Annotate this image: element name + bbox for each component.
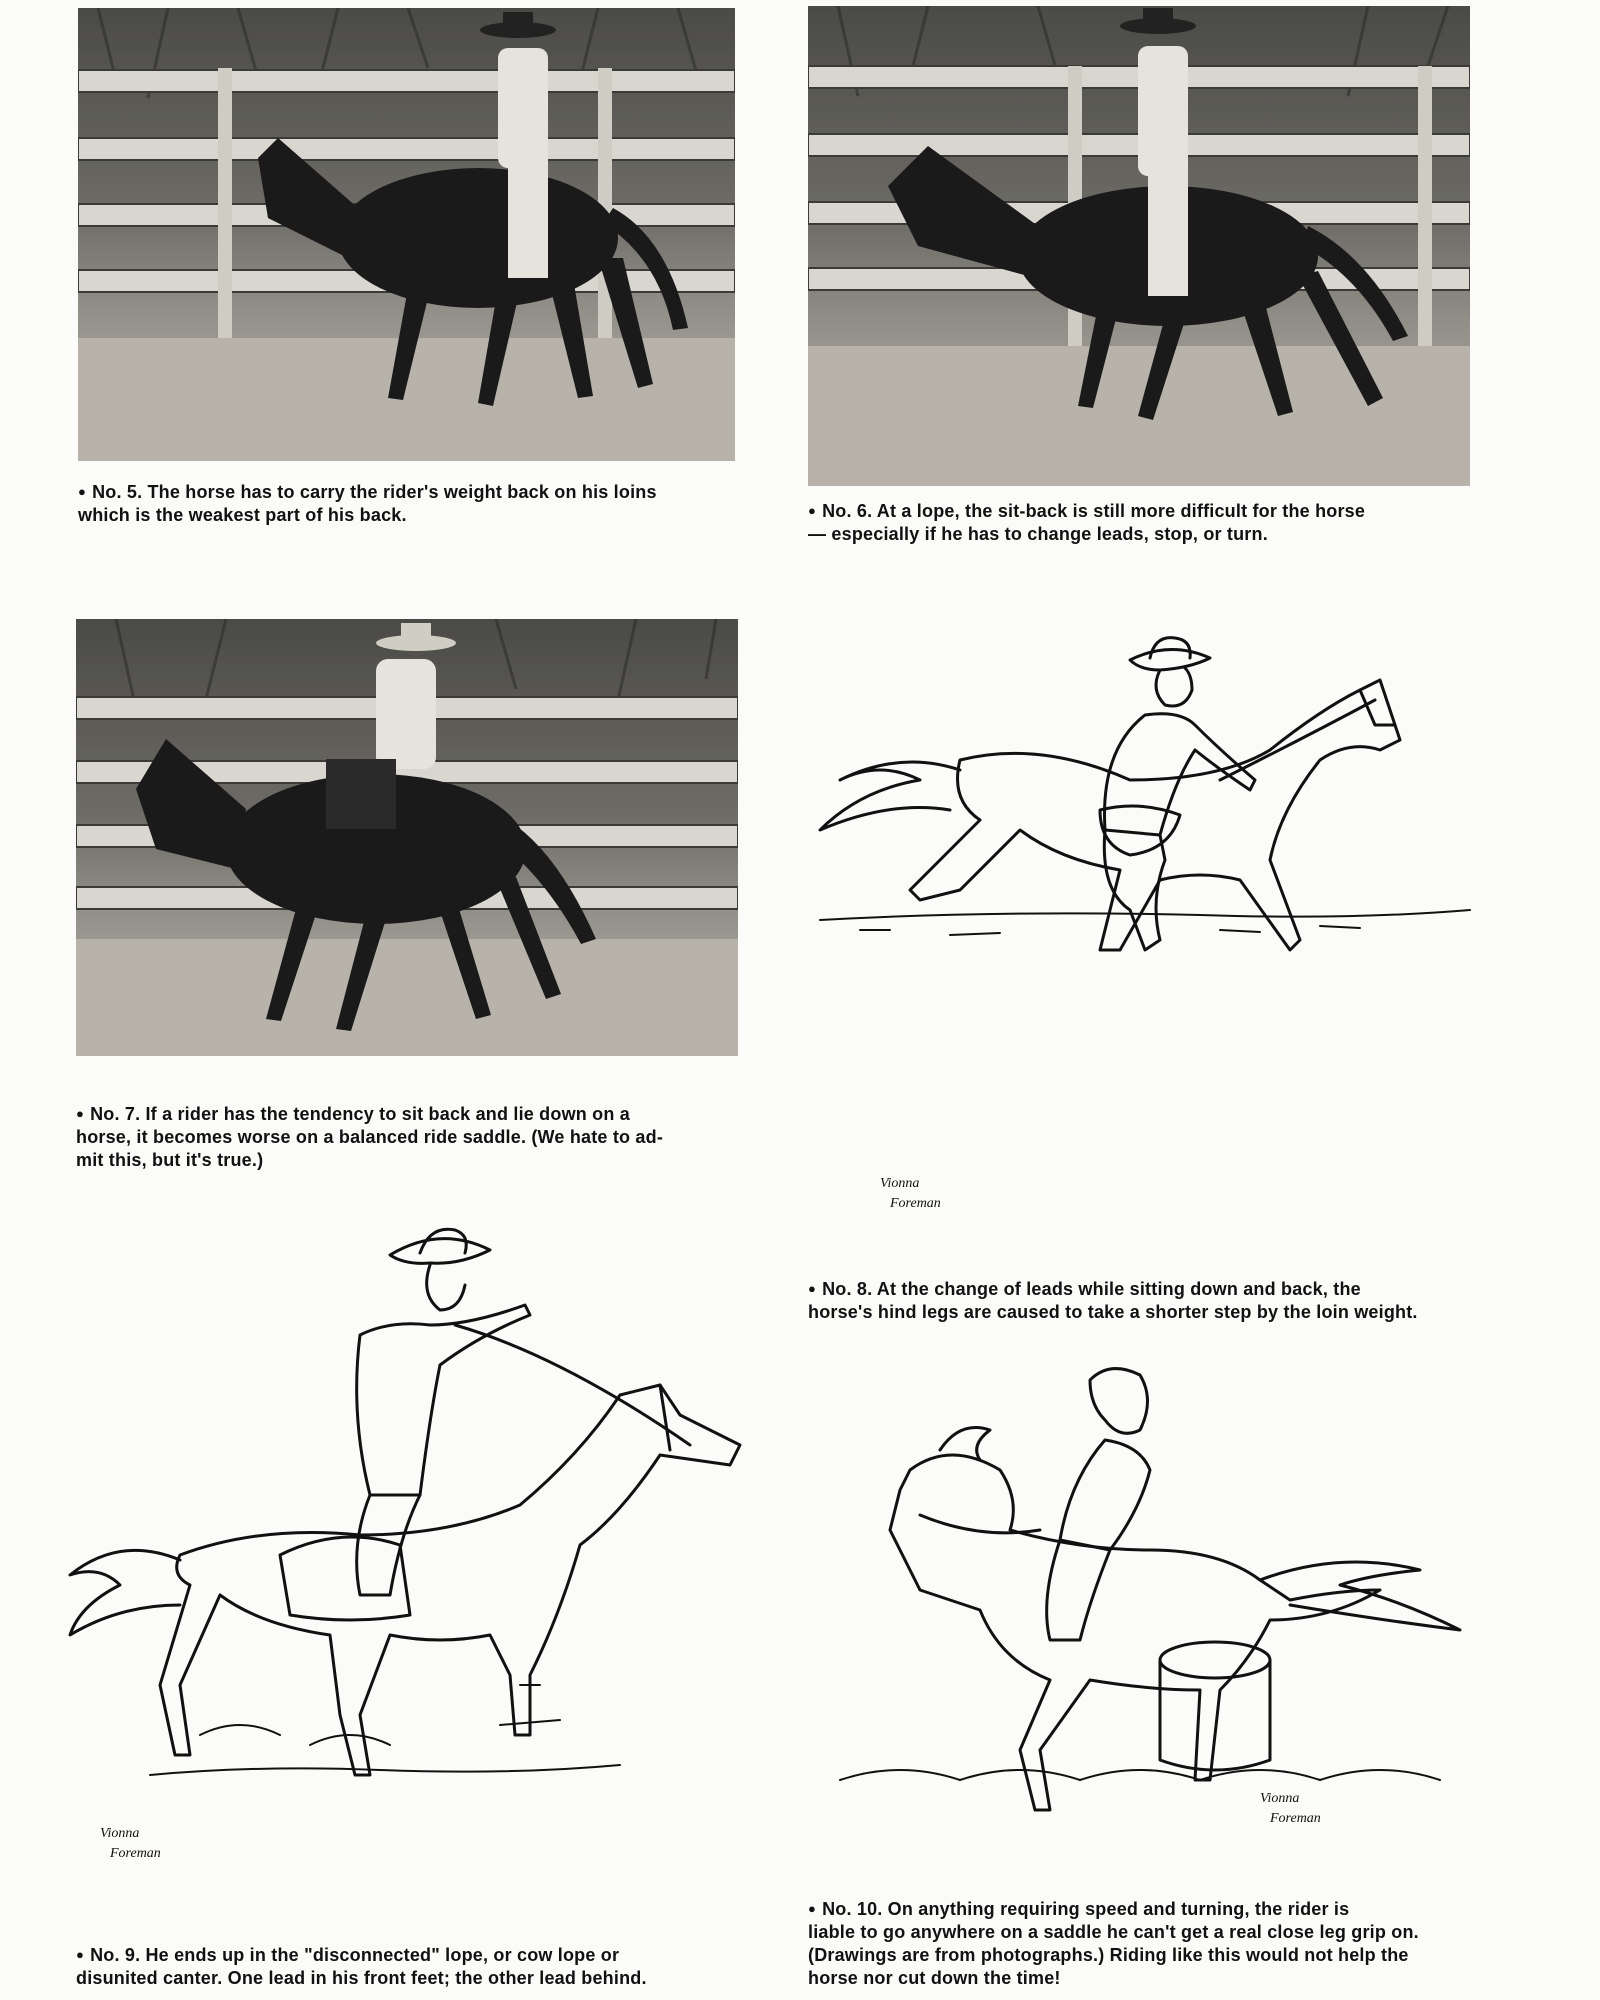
- bullet-icon: ●: [76, 1947, 85, 1962]
- drawing-no9-art: [60, 1215, 760, 1875]
- svg-text:Foreman: Foreman: [1270, 1811, 1321, 1826]
- caption-no7-text: No. 7. If a rider has the tendency to sit back and lie down on a horse, it becomes worse on a balanced ride saddle. (We hate to ad- mit this, but it's true.): [76, 1104, 664, 1170]
- photo-no7-scene: [76, 619, 738, 1056]
- drawing-no10-art: [820, 1360, 1500, 1860]
- caption-no8-text: No. 8. At the change of leads while sitting down and back, the horse's hind legs are caused to take a shorter step by the loin weight.: [808, 1279, 1418, 1322]
- caption-no6: [808, 499, 1472, 546]
- svg-text:Vionna: Vionna: [880, 1176, 920, 1191]
- caption-no6-text: No. 6. At a lope, the sit-back is still more difficult for the horse — especially if he has to change leads, stop, or turn.: [808, 501, 1366, 544]
- artist-signature-no10: [1250, 1780, 1370, 1830]
- svg-text:Vionna: Vionna: [100, 1826, 140, 1841]
- bullet-icon: ●: [76, 1106, 85, 1121]
- photo-no5-scene: [78, 8, 735, 461]
- bullet-icon: ●: [808, 1901, 817, 1916]
- caption-no10-text: No. 10. On anything requiring speed and turning, the rider is liable to go anywhere on a saddle he can't get a real close leg grip on. (Drawings are from photographs.) Riding like this would not help the horse nor cut down the time!: [808, 1899, 1419, 1988]
- svg-text:Foreman: Foreman: [890, 1196, 941, 1211]
- drawing-no10: [820, 1360, 1500, 1860]
- caption-no10: [808, 1897, 1478, 1990]
- drawing-no8: [800, 630, 1490, 1230]
- photo-no7: [76, 619, 738, 1056]
- drawing-no9: [60, 1215, 760, 1875]
- photo-no5: [78, 8, 735, 461]
- bullet-icon: ●: [808, 1281, 817, 1296]
- caption-no9: [76, 1943, 746, 1990]
- drawing-no8-art: [800, 630, 1490, 1230]
- bullet-icon: ●: [808, 503, 817, 518]
- caption-no9-text: No. 9. He ends up in the "disconnected" lope, or cow lope or disunited canter. One lead in his front feet; the other lead behind.: [76, 1945, 647, 1988]
- photo-no6-scene: [808, 6, 1470, 486]
- svg-text:Foreman: Foreman: [110, 1846, 161, 1861]
- photo-no6: [808, 6, 1470, 486]
- artist-signature-no9: [90, 1815, 210, 1865]
- caption-no5: [78, 480, 738, 527]
- artist-signature-no8: [870, 1165, 990, 1215]
- caption-no7: [76, 1102, 740, 1172]
- caption-no5-text: No. 5. The horse has to carry the rider's weight back on his loins which is the weakest part of his back.: [78, 482, 657, 525]
- bullet-icon: ●: [78, 484, 87, 499]
- caption-no8: [808, 1277, 1478, 1324]
- svg-text:Vionna: Vionna: [1260, 1791, 1300, 1806]
